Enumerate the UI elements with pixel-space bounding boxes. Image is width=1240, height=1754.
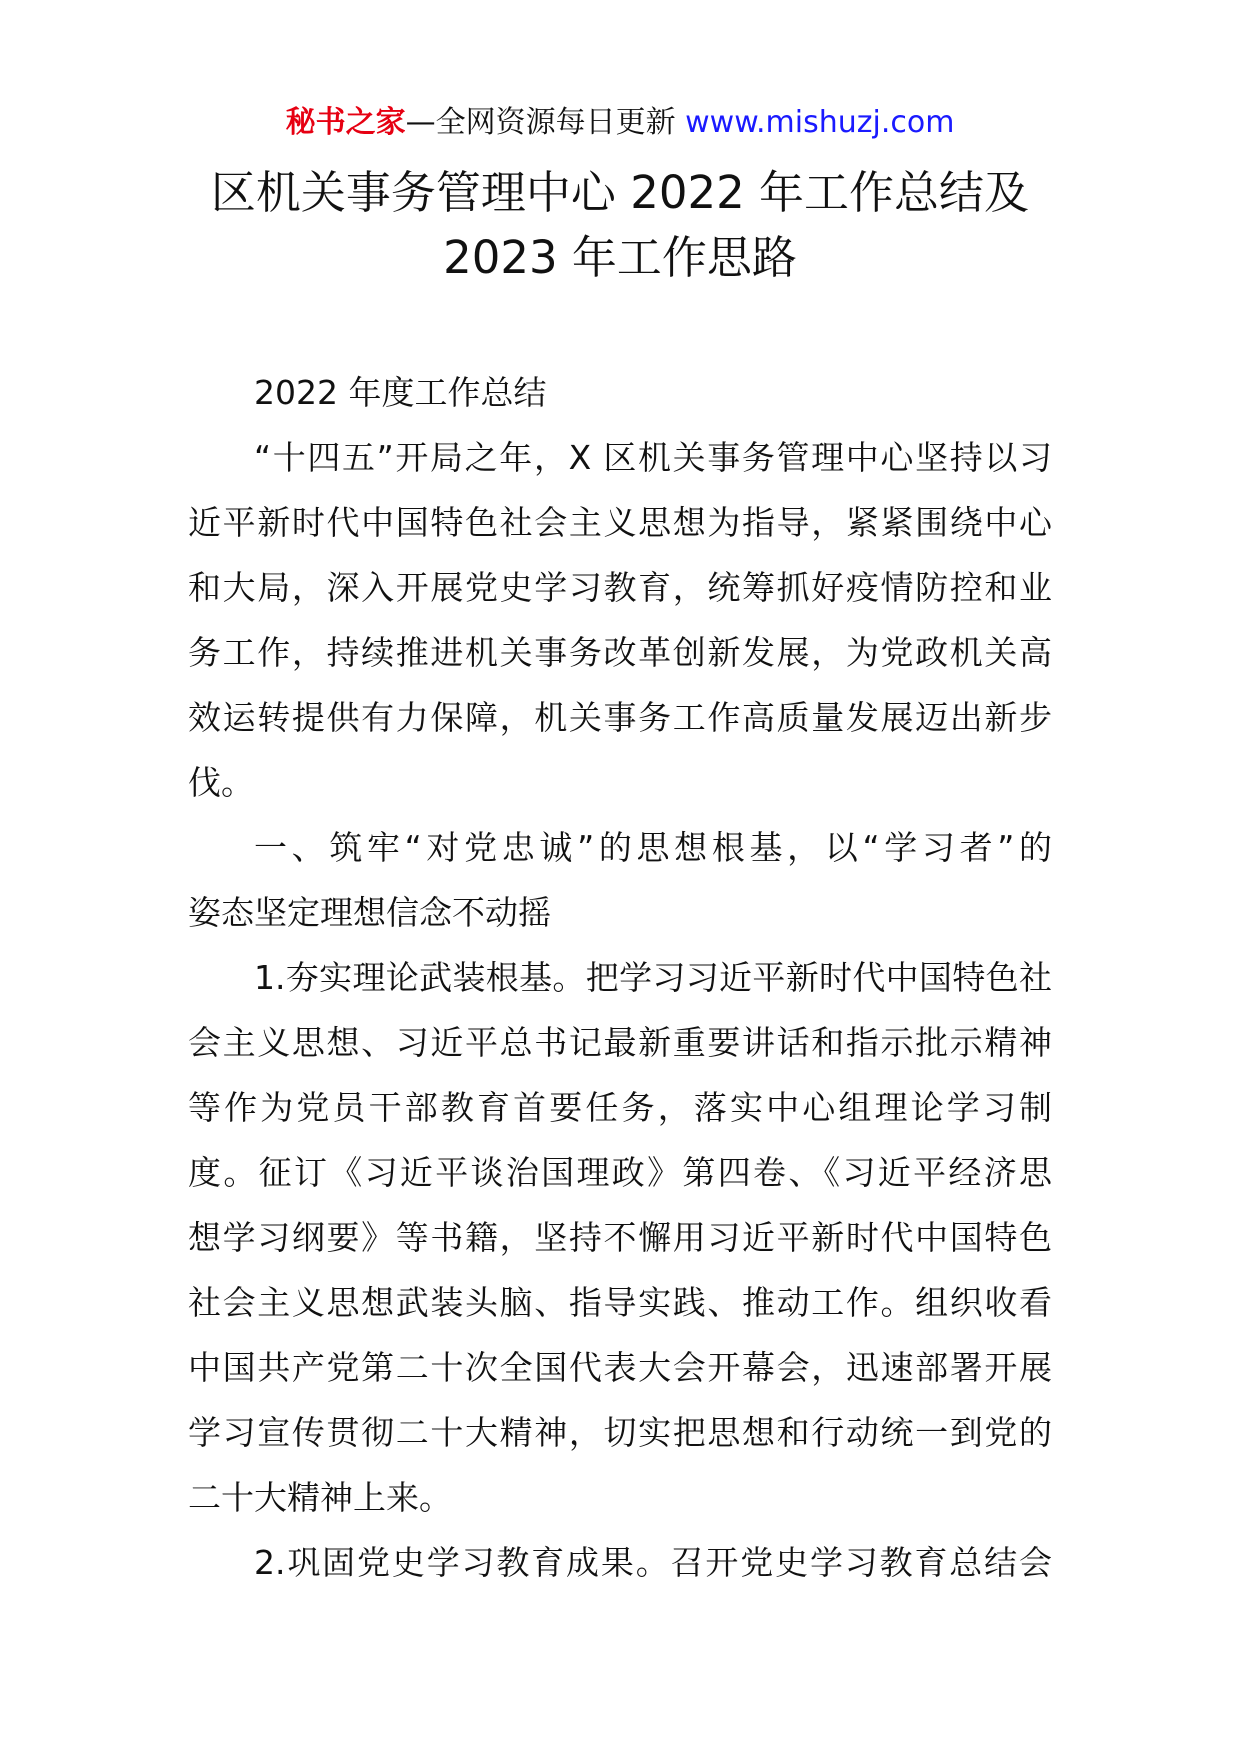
banner-tagline: —全网资源每日更新 <box>405 105 676 140</box>
section-heading-line: 姿态坚定理想信念不动摇 <box>188 893 551 932</box>
section-heading-line: 一、筑牢“对党忠诚”的思想根基，以“学习者”的 <box>254 828 1052 867</box>
site-banner <box>0 103 1240 143</box>
paragraph-line: 会主义思想、习近平总书记最新重要讲话和指示批示精神 <box>188 1023 1052 1062</box>
paragraph-line: 二十大精神上来。 <box>188 1478 452 1517</box>
paragraph-line: 伐。 <box>188 763 254 802</box>
paragraph-line: 度。征订《习近平谈治国理政》第四卷、《习近平经济思 <box>188 1153 1052 1192</box>
paragraph-line: 1.夯实理论武装根基。把学习习近平新时代中国特色社 <box>254 958 1052 997</box>
site-url-link[interactable]: www.mishuzj.com <box>685 105 955 140</box>
paragraph-line: 2.巩固党史学习教育成果。召开党史学习教育总结会 <box>254 1543 1052 1582</box>
paragraph-line: 等作为党员干部教育首要任务，落实中心组理论学习制 <box>188 1088 1052 1127</box>
document-title-line-2: 2023 年工作思路 <box>443 231 797 284</box>
document-title-line-1: 区机关事务管理中心 2022 年工作总结及 <box>210 166 1030 219</box>
paragraph-line: 务工作，持续推进机关事务改革创新发展，为党政机关高 <box>188 633 1052 672</box>
section-heading-2022-summary: 2022 年度工作总结 <box>254 373 547 412</box>
paragraph-line: 近平新时代中国特色社会主义思想为指导，紧紧围绕中心 <box>188 503 1052 542</box>
paragraph-line: 学习宣传贯彻二十大精神，切实把思想和行动统一到党的 <box>188 1413 1052 1452</box>
document-body <box>188 360 1052 1595</box>
paragraph-line: 中国共产党第二十次全国代表大会开幕会，迅速部署开展 <box>188 1348 1052 1387</box>
paragraph-line: 效运转提供有力保障，机关事务工作高质量发展迈出新步 <box>188 698 1052 737</box>
paragraph-line: 社会主义思想武装头脑、指导实践、推动工作。组织收看 <box>188 1283 1052 1322</box>
paragraph-line: “十四五”开局之年，X 区机关事务管理中心坚持以习 <box>254 438 1052 477</box>
paragraph-line: 想学习纲要》等书籍，坚持不懈用习近平新时代中国特色 <box>188 1218 1052 1257</box>
paragraph-line: 和大局，深入开展党史学习教育，统筹抓好疫情防控和业 <box>188 568 1052 607</box>
brand-name: 秘书之家 <box>285 105 406 140</box>
